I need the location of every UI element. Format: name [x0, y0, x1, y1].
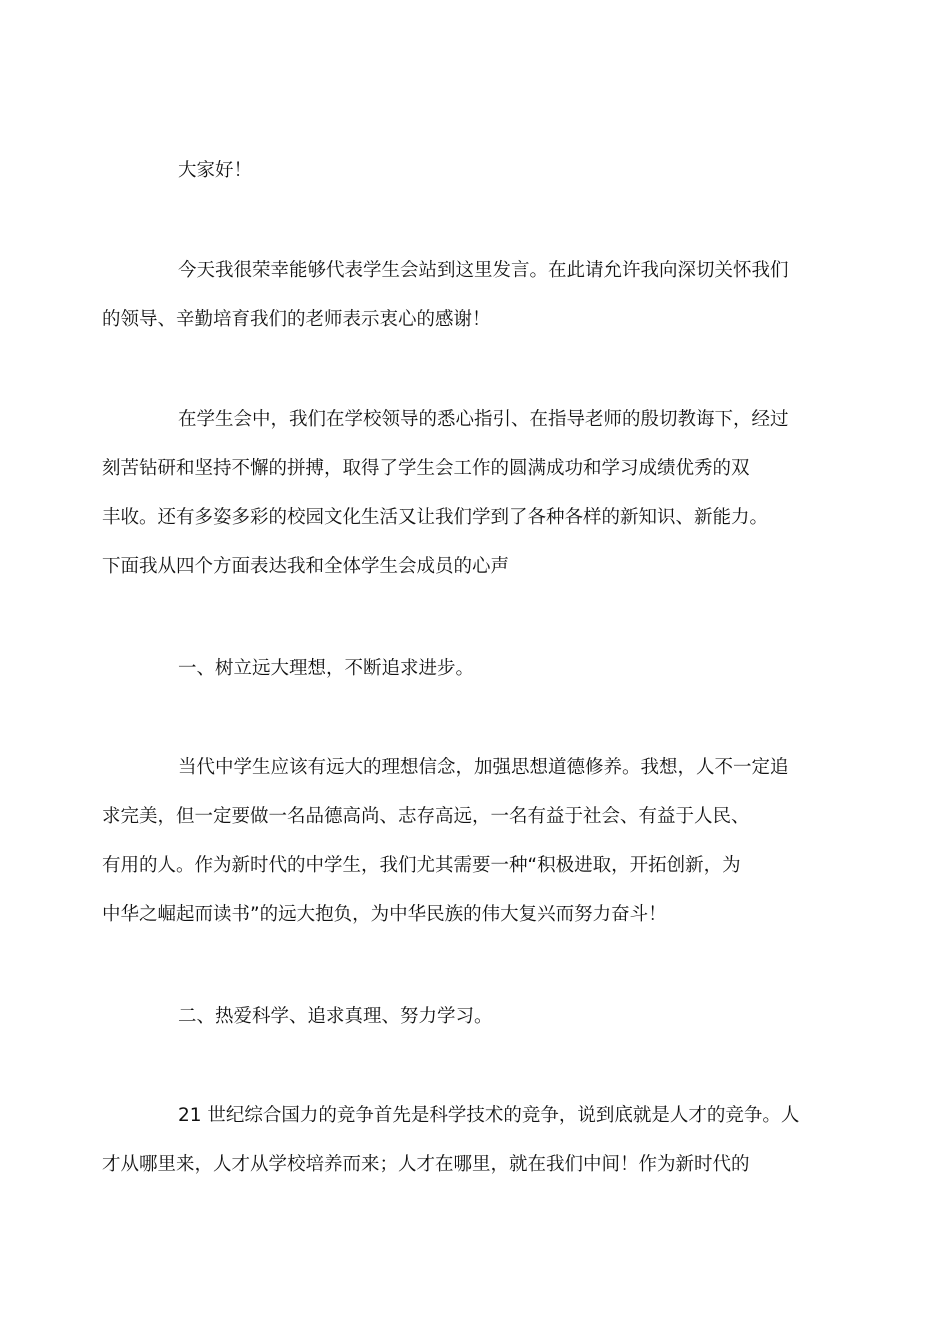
paragraph-line: 中华之崛起而读书”的远大抱负，为中华民族的伟大复兴而努力奋斗！ [102, 904, 667, 925]
greeting-text: 大家好！ [178, 160, 253, 181]
paragraph-line: 刻苦钻研和坚持不懈的拼搏，取得了学生会工作的圆满成功和学习成绩优秀的双 [102, 458, 750, 479]
paragraph-ideals [102, 743, 812, 939]
paragraph-line: 在学生会中，我们在学校领导的悉心指引、在指导老师的殷切教诲下，经过 [178, 409, 789, 430]
paragraph-line: 才从哪里来，人才从学校培养而来；人才在哪里，就在我们中间！作为新时代的 [102, 1154, 750, 1175]
section-heading-two [140, 992, 812, 1041]
paragraph-thanks [102, 246, 812, 344]
paragraph-line: 丰收。还有多姿多彩的校园文化生活又让我们学到了各种各样的新知识、新能力。 [102, 507, 769, 528]
greeting [140, 146, 812, 195]
paragraph-line: 今天我很荣幸能够代表学生会站到这里发言。在此请允许我向深切关怀我们 [178, 260, 789, 281]
section-heading-one [140, 644, 812, 693]
paragraph-line: 21 世纪综合国力的竞争首先是科学技术的竞争，说到底就是人才的竞争。人 [178, 1105, 800, 1126]
paragraph-line: 的领导、辛勤培育我们的老师表示衷心的感谢！ [102, 309, 491, 330]
paragraph-line: 求完美，但一定要做一名品德高尚、志存高远，一名有益于社会、有益于人民、 [102, 806, 750, 827]
paragraph-student-union [102, 395, 812, 591]
section-heading-text: 二、热爱科学、追求真理、努力学习。 [178, 1006, 493, 1027]
paragraph-science [102, 1091, 812, 1189]
paragraph-line: 有用的人。作为新时代的中学生，我们尤其需要一种“积极进取，开拓创新，为 [102, 855, 741, 876]
section-heading-text: 一、树立远大理想，不断追求进步。 [178, 658, 475, 679]
paragraph-line: 下面我从四个方面表达我和全体学生会成员的心声 [102, 556, 510, 577]
paragraph-line: 当代中学生应该有远大的理想信念，加强思想道德修养。我想，人不一定追 [178, 757, 789, 778]
